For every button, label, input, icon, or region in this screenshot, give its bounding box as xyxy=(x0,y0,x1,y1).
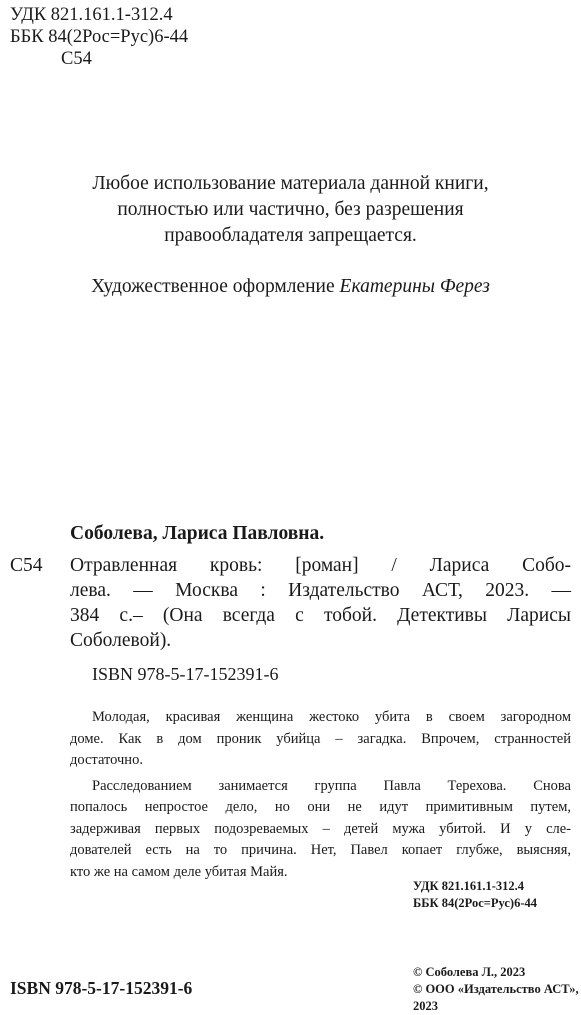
catalog-isbn: ISBN 978-5-17-152391-6 xyxy=(92,664,279,684)
annotation-line: задерживая первых подозреваемых – детей мужа убитой. И у сле- xyxy=(70,820,571,837)
biblio-line: лева. — Москва : Издательство АСТ, 2023. — xyxy=(70,580,571,601)
bbk-code: ББК 84(2Рос=Рус)6-44 xyxy=(10,27,189,47)
design-artist: Екатерины Ферез xyxy=(339,276,490,297)
annotation-line: достаточно. xyxy=(70,752,143,768)
top-classification-codes xyxy=(10,4,188,70)
design-label: Художественное оформление xyxy=(91,276,335,297)
catalog-author-mark: С54 xyxy=(10,555,43,576)
udk-code: УДК 821.161.1-312.4 xyxy=(10,5,173,25)
annotation-paragraph xyxy=(70,776,571,884)
biblio-line: Отравленная кровь: [роман] / Лариса Собо- xyxy=(70,555,571,576)
annotation-line: попалось непростое дело, но они не идут примитивным путем, xyxy=(70,799,571,815)
bottom-classification-codes xyxy=(413,878,537,912)
annotation-line: кто же на самом деле убитая Майя. xyxy=(70,863,288,880)
notice-line: Любое использование материала данной книги, xyxy=(92,173,489,194)
copyright-author: © Соболева Л., 2023 xyxy=(413,965,526,979)
design-credit xyxy=(0,274,581,300)
annotation xyxy=(70,707,571,883)
bbk-code: ББК 84(2Рос=Рус)6-44 xyxy=(413,896,537,910)
annotation-paragraph xyxy=(70,707,571,772)
annotation-line: доме. Как в дом проник убийца – загадка. Впрочем, странностей xyxy=(70,730,571,747)
biblio-line: 384 с.– (Она всегда с тобой. Детективы Ларисы xyxy=(70,605,571,626)
catalog-author-heading: Соболева, Лариса Павловна. xyxy=(70,523,325,544)
annotation-line: Расследованием занимается группа Павла Терехова. Снова xyxy=(92,777,571,794)
annotation-line: дователей есть на то причина. Нет, Павел копает глубже, выясняя, xyxy=(70,842,571,858)
bottom-isbn: ISBN 978-5-17-152391-6 xyxy=(10,978,193,998)
author-mark: С54 xyxy=(61,49,92,69)
biblio-line: Соболевой). xyxy=(70,630,172,651)
udk-code: УДК 821.161.1-312.4 xyxy=(413,879,524,893)
bibliographic-description xyxy=(70,553,571,653)
notice-line: полностью или частично, без разрешения xyxy=(117,199,464,220)
annotation-line: Молодая, красивая женщина жестоко убита в своем загородном xyxy=(92,709,571,725)
notice-line: правообладателя запрещается. xyxy=(164,225,417,246)
copyright-publisher: © ООО «Издательство АСТ», 2023 xyxy=(413,982,579,1013)
copyright-block xyxy=(413,964,581,1015)
copyright-notice xyxy=(0,171,581,249)
